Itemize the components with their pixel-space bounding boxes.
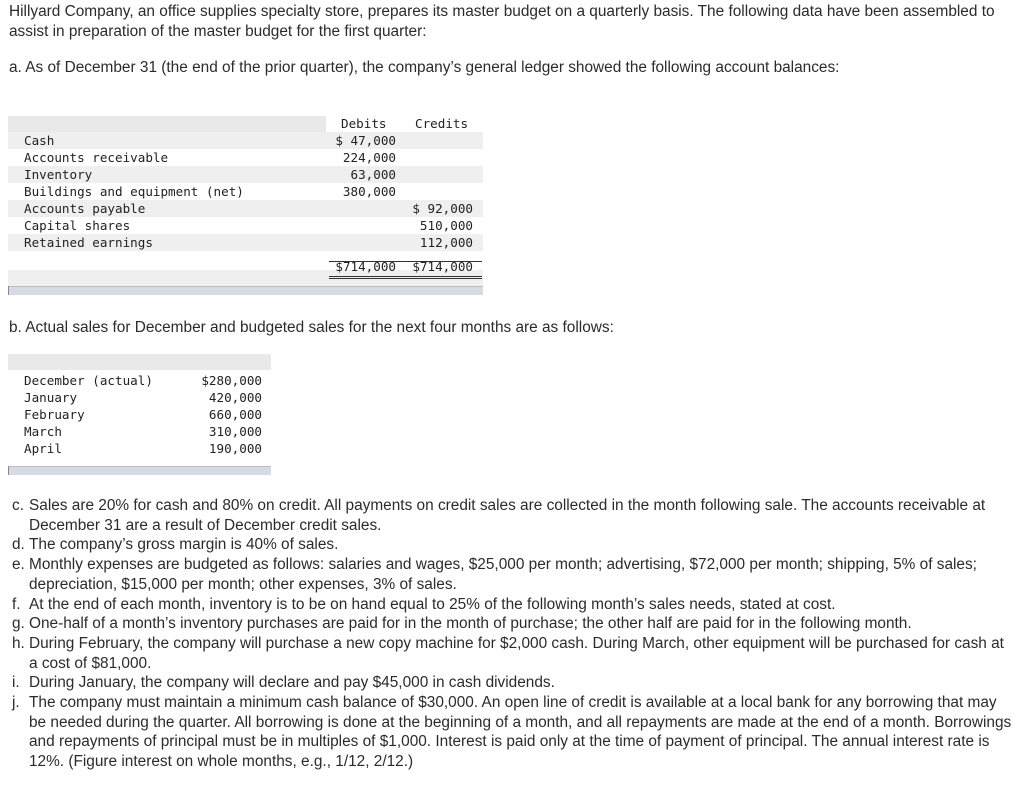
debits-header: Debits	[341, 116, 387, 131]
sales-amount: 190,000	[208, 441, 262, 456]
requirement-label: e.	[12, 556, 25, 574]
requirement-label: f.	[12, 595, 21, 613]
sales-month: February	[24, 407, 85, 422]
requirement-item	[12, 555, 1012, 594]
ledger-credit: 510,000	[419, 218, 473, 233]
part-b-text: b. Actual sales for December and budgeted sales for the next four months are as follows:	[9, 319, 614, 336]
requirement-text: One-half of a month’s inventory purchases are paid for in the month of purchase; the other half are paid for in the following month.	[29, 615, 912, 633]
sales-scrollbar	[8, 466, 271, 475]
requirement-text: During January, the company will declare and pay $45,000 in cash dividends.	[29, 674, 555, 692]
total-credits: $714,000	[412, 259, 473, 274]
requirement-label: g.	[12, 615, 25, 633]
credits-header: Credits	[415, 116, 469, 131]
requirement-label: h.	[12, 634, 25, 652]
sales-amount: 310,000	[208, 424, 262, 439]
requirement-label: i.	[12, 674, 20, 692]
ledger-account: Retained earnings	[24, 235, 153, 250]
ledger-debit: $ 47,000	[335, 133, 396, 148]
requirement-text: During February, the company will purchase a new copy machine for $2,000 cash. During March, other equipment will be purchased for cash at a cost of $81,000.	[29, 634, 1004, 672]
sales-month: March	[24, 424, 62, 439]
ledger-scrollbar	[8, 286, 483, 295]
sales-table	[8, 354, 271, 474]
requirement-item	[12, 693, 1012, 772]
ledger-debit: 224,000	[342, 150, 396, 165]
ledger-table	[8, 116, 483, 295]
part-a-text: a. As of December 31 (the end of the prior quarter), the company’s general ledger showed the following account balances:	[9, 59, 840, 76]
requirement-item	[12, 614, 1012, 634]
double-rule-top	[329, 276, 482, 277]
requirement-item	[12, 535, 1012, 555]
requirement-text: Monthly expenses are budgeted as follows: salaries and wages, $25,000 per month; advertising, $72,000 per month; shipping, 5% of sales; depreciation, $15,000 per month; other expenses, 3% of sales.	[29, 556, 977, 593]
requirement-item	[12, 634, 1012, 673]
sales-month: April	[24, 441, 62, 456]
ledger-account: Cash	[24, 133, 55, 148]
requirement-item	[12, 673, 1012, 693]
intro-paragraph: Hillyard Company, an office supplies specialty store, prepares its master budget on a quarterly basis. The following data have been assembled to assist in preparation of the master budget for the first quarter:	[9, 3, 995, 40]
requirement-item	[12, 496, 1012, 535]
requirement-text: At the end of each month, inventory is to be on hand equal to 25% of the following month’s sales needs, stated at cost.	[29, 595, 836, 613]
ledger-credit: 112,000	[419, 235, 473, 250]
sales-month: December (actual)	[24, 373, 153, 388]
double-rule-bottom	[329, 278, 482, 279]
sales-amount: $280,000	[201, 373, 262, 388]
ledger-debit: 380,000	[342, 184, 396, 199]
total-debits: $714,000	[335, 259, 396, 274]
requirement-text: The company must maintain a minimum cash balance of $30,000. An open line of credit is available at a local bank for any borrowing that may be needed during the quarter. All borrowing is done at the beginning of a month, and all repayments are made at the end of a month. Borrowings and repayments of principal must be in multiples of $1,000. Interest is paid only at the time of payment of principal. The annual interest rate is 12%. (Figure interest on whole months, e.g., 1/12, 2/12.)	[29, 694, 1012, 771]
sales-month: January	[24, 390, 78, 405]
sales-amount: 420,000	[208, 390, 262, 405]
ledger-account: Capital shares	[24, 218, 131, 233]
ledger-account: Buildings and equipment (net)	[24, 184, 244, 199]
requirement-label: d.	[12, 536, 25, 554]
ledger-account: Accounts payable	[24, 201, 146, 216]
requirement-label: j.	[12, 694, 20, 712]
ledger-account: Inventory	[24, 167, 93, 182]
requirement-label: c.	[12, 497, 24, 514]
ledger-account: Accounts receivable	[24, 150, 169, 165]
requirement-text: Sales are 20% for cash and 80% on credit. All payments on credit sales are collected in the month following sale. The accounts receivable at December 31 are a result of December credit sales.	[29, 497, 986, 534]
ledger-credit: $ 92,000	[412, 201, 473, 216]
requirements-list	[12, 496, 1012, 772]
requirement-item	[12, 595, 1012, 615]
sales-amount: 660,000	[208, 407, 262, 422]
requirement-text: The company’s gross margin is 40% of sales.	[29, 536, 339, 554]
ledger-debit: 63,000	[350, 167, 396, 182]
